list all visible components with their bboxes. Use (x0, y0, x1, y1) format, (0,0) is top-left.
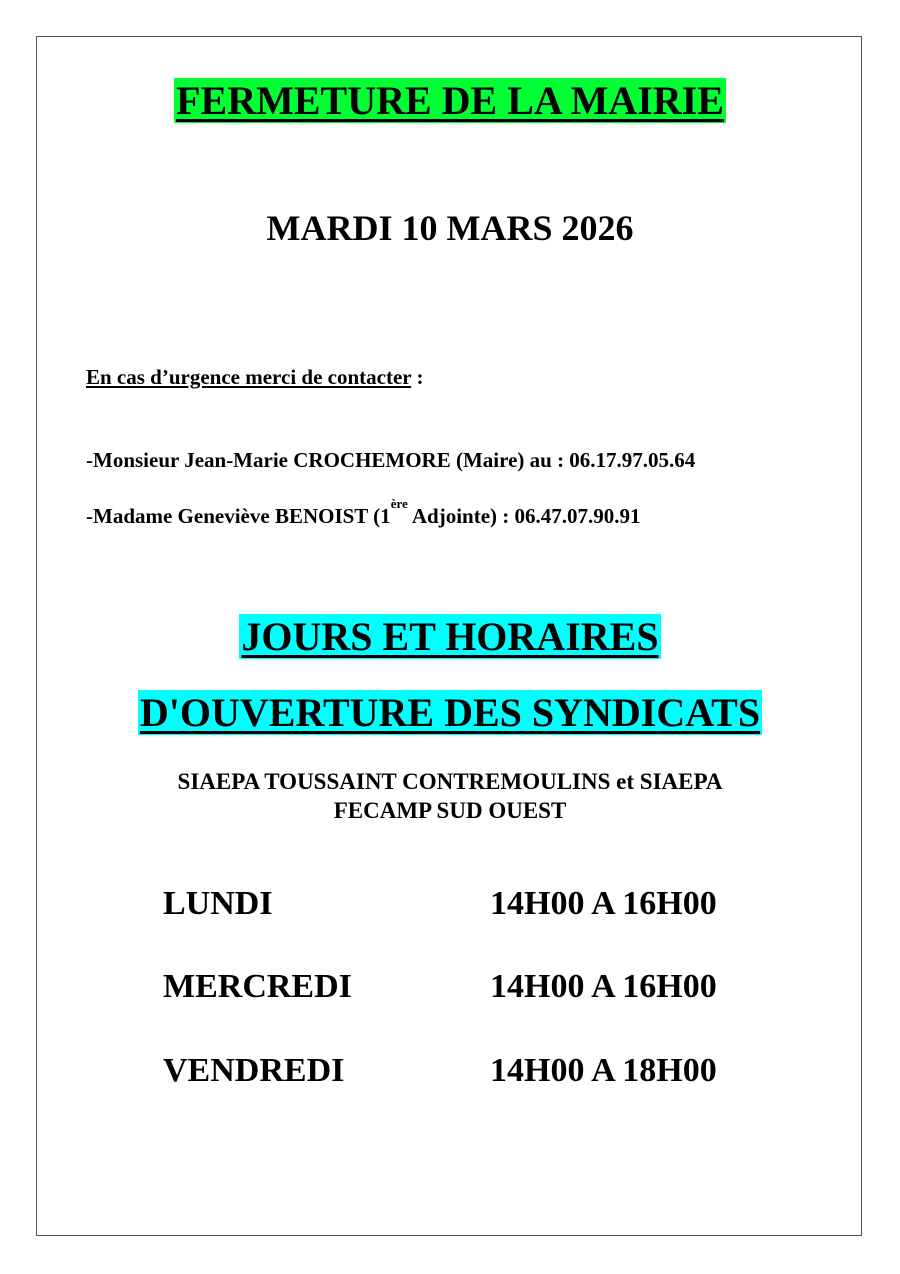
emergency-heading (86, 364, 423, 390)
emergency-colon: : (411, 365, 424, 389)
syndicats-title-2: D'OUVERTURE DES SYNDICATS (139, 690, 761, 735)
syndicats-subtitle-1: SIAEPA TOUSSAINT CONTREMOULINS et SIAEPA (177, 769, 723, 794)
syndicats-title-line-1 (0, 613, 900, 661)
contact-deputy-ordinal: ère (390, 496, 408, 511)
page-title: FERMETURE DE LA MAIRIE (176, 78, 724, 123)
contact-deputy-prefix: -Madame Geneviève BENOIST (1 (86, 504, 391, 528)
schedule-hours-monday: 14H00 A 16H00 (490, 885, 717, 922)
syndicats-title-line-2 (0, 689, 900, 737)
title-line (0, 78, 900, 124)
emergency-label: En cas d’urgence merci de contacter (86, 365, 412, 389)
contact-deputy (86, 496, 641, 529)
syndicats-subtitle-2: FECAMP SUD OUEST (333, 798, 567, 823)
schedule-hours-friday: 14H00 A 18H00 (490, 1052, 717, 1089)
contact-deputy-suffix: Adjointe) : 06.47.07.90.91 (407, 504, 641, 528)
schedule-hours-wednesday: 14H00 A 16H00 (490, 968, 717, 1005)
schedule-day-friday: VENDREDI (163, 1052, 345, 1089)
schedule-day-wednesday: MERCREDI (163, 968, 352, 1005)
syndicats-title-1: JOURS ET HORAIRES (241, 614, 659, 659)
closure-date: MARDI 10 MARS 2026 (266, 208, 634, 248)
schedule-day-monday: LUNDI (163, 885, 273, 922)
contact-mayor: -Monsieur Jean-Marie CROCHEMORE (Maire) au : 06.17.97.05.64 (86, 448, 696, 472)
